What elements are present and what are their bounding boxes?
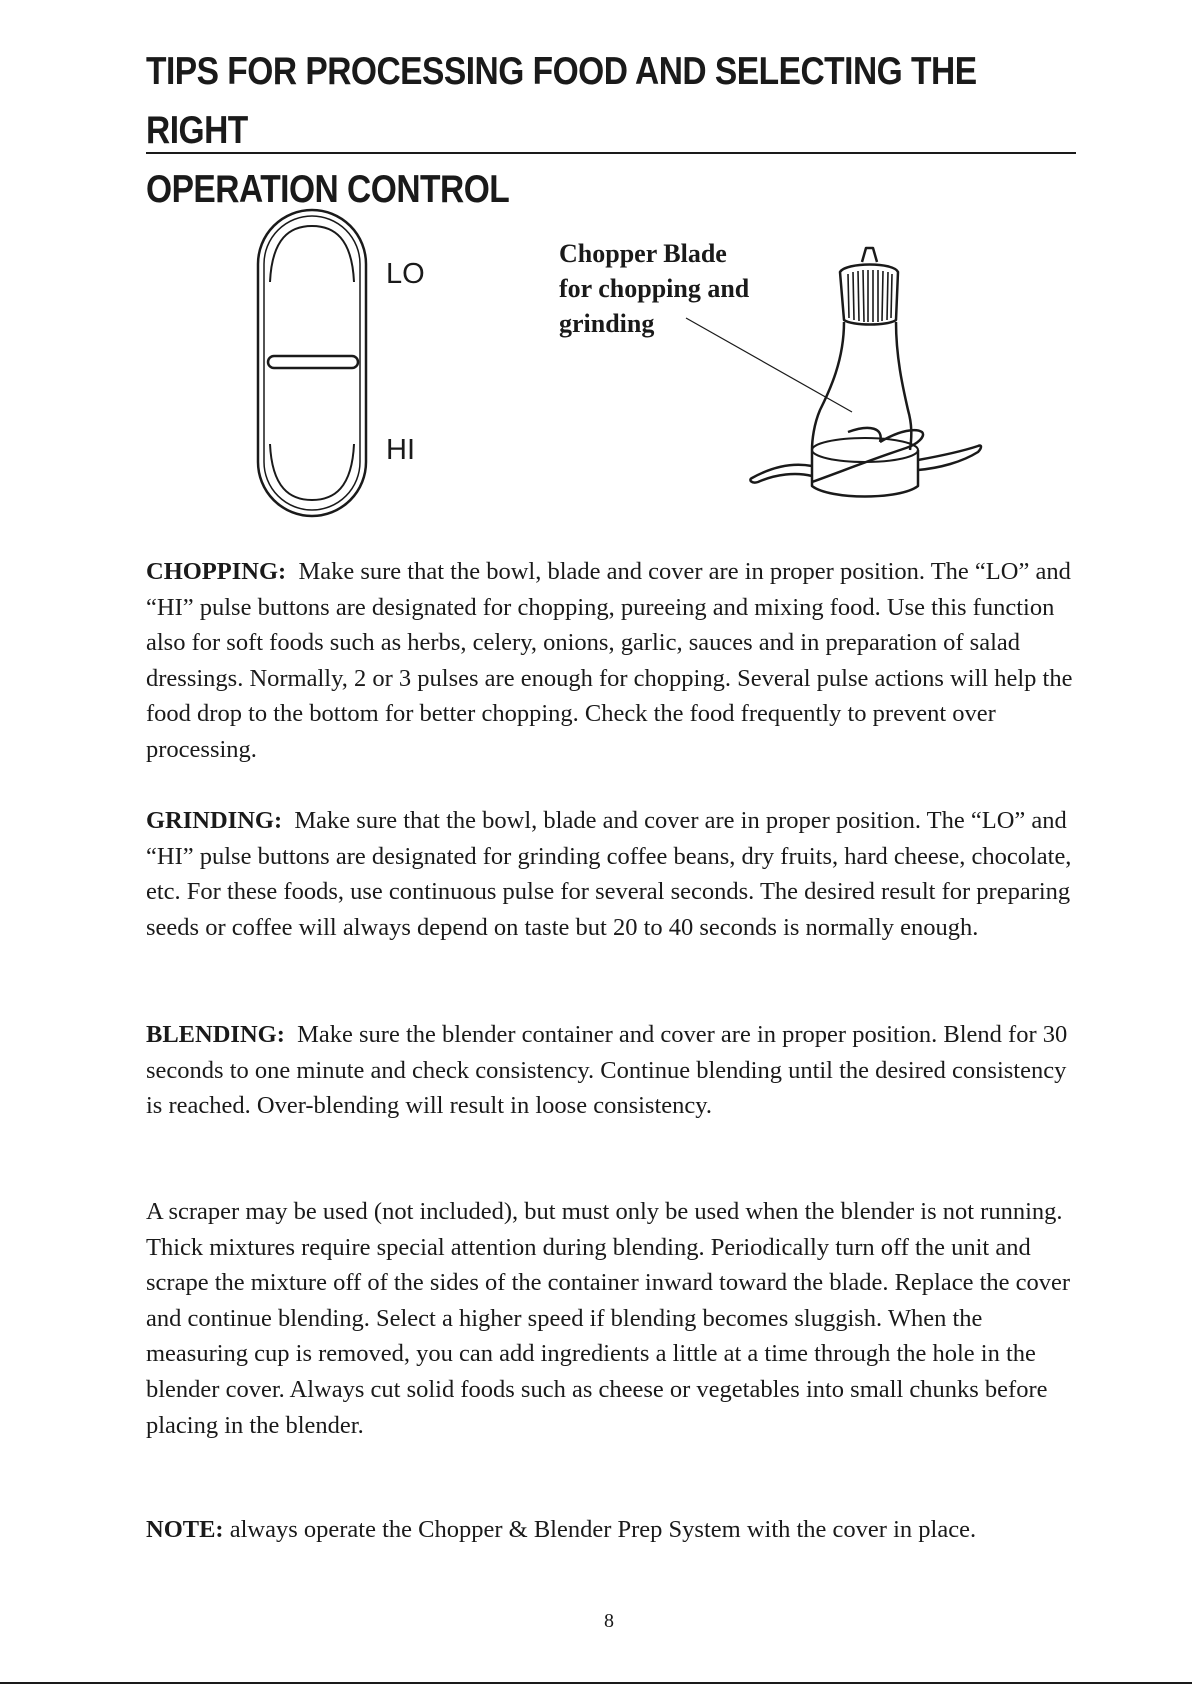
switch-hi-label: HI [386, 434, 415, 466]
blending-heading: BLENDING: [146, 1021, 285, 1048]
page-number: 8 [604, 1610, 614, 1632]
note-heading: NOTE: [146, 1516, 224, 1543]
chopping-heading: CHOPPING: [146, 558, 287, 585]
grinding-paragraph [146, 803, 1080, 945]
blending-paragraph [146, 1017, 1080, 1124]
chopping-text: Make sure that the bowl, blade and cover are in proper position. The “LO” and “HI” pulse buttons are designated for chopping, pureeing and mixing food. Use this function also for soft foods such as herbs, celery, onions, garlic, sauces and in preparation of salad dressings. Normally, 2 or 3 pulses are enough for chopping. Several pulse actions will help the food drop to the bottom for better chopping. Check the food frequently to prevent over processing. [146, 558, 1073, 763]
switch-lo-label: LO [386, 258, 425, 290]
grinding-heading: GRINDING: [146, 807, 283, 834]
scraper-paragraph [146, 1194, 1080, 1443]
note-text: always operate the Chopper & Blender Prep System with the cover in place. [229, 1516, 977, 1543]
blending-text: Make sure the blender container and cover are in proper position. Blend for 30 seconds to one minute and check consistency. Continue blending until the desired consistency is reached. Over-blending will result in loose consistency. [146, 1021, 1068, 1120]
bottom-rule [0, 1682, 1192, 1684]
chopping-paragraph [146, 554, 1080, 768]
callout-line-2: for chopping and [559, 274, 750, 303]
callout-line-1: Chopper Blade [559, 239, 727, 268]
chopper-blade-callout [559, 236, 799, 341]
title-line-1: TIPS FOR PROCESSING FOOD AND SELECTING THE RIGHT [146, 50, 977, 152]
scraper-text: A scraper may be used (not included), but must only be used when the blender is not running. Thick mixtures require special attention during blending. Periodically turn off the unit and scrape the mixture off of the sides of the container inward toward the blade. Replace the cover and continue blending. Select a higher speed if blending becomes sluggish. When the measuring cup is removed, you can add ingredients a little at a time through the hole in the blender cover. Always cut solid foods such as cheese or vegetables into small chunks before placing in the blender. [146, 1198, 1071, 1439]
note-paragraph [146, 1512, 1080, 1548]
grinding-text: Make sure that the bowl, blade and cover are in proper position. The “LO” and “HI” pulse buttons are designated for grinding coffee beans, dry fruits, hard cheese, chocolate, etc. For these foods, use continuous pulse for several seconds. The desired result for preparing seeds or coffee will always depend on taste but 20 to 40 seconds is normally enough. [146, 807, 1072, 941]
title-line-2: OPERATION CONTROL [146, 168, 510, 211]
callout-line-3: grinding [559, 309, 655, 338]
